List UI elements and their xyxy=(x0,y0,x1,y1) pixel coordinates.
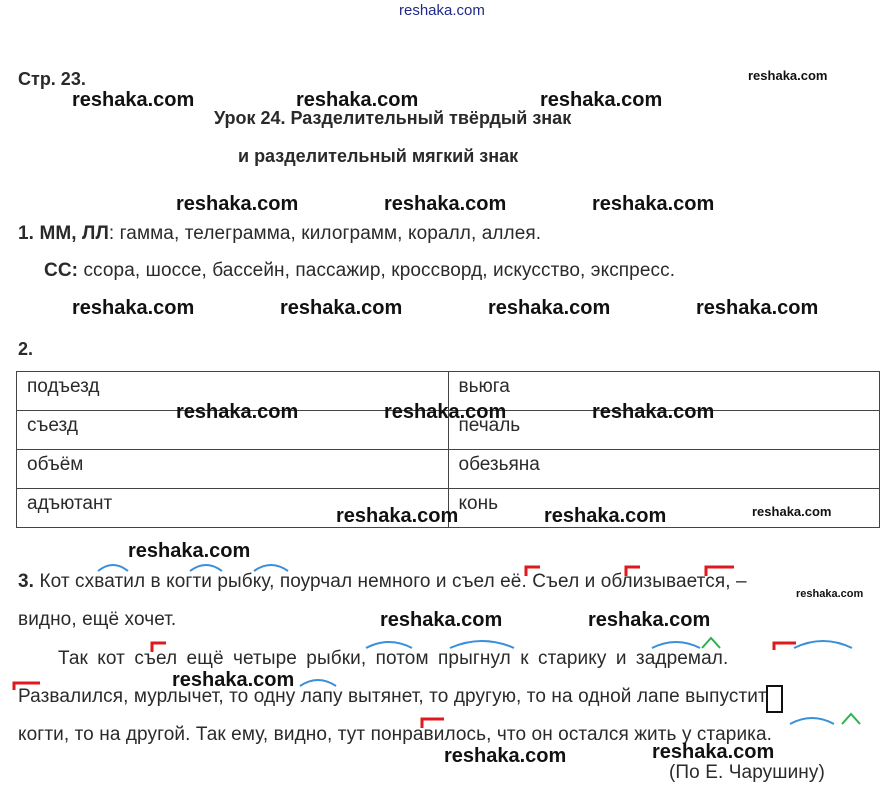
watermark: reshaka.com xyxy=(380,609,503,631)
task1-label-ss: СС: xyxy=(44,260,79,281)
table-cell: печаль xyxy=(448,411,880,450)
stress-mark xyxy=(842,714,860,724)
task2-number: 2. xyxy=(18,339,34,359)
watermark: reshaka.com xyxy=(384,401,507,423)
watermark: reshaka.com xyxy=(176,401,299,423)
page-number: Стр. 23. xyxy=(18,69,86,89)
watermark: reshaka.com xyxy=(172,669,295,691)
watermark: reshaka.com xyxy=(748,68,828,83)
table-row xyxy=(17,450,880,489)
task3-line5: когти, то на другой. Так ему, видно, тут понравилось, что он остался жить у старика. xyxy=(18,724,773,745)
table-cell: обезьяна xyxy=(448,450,880,489)
watermark: reshaka.com xyxy=(128,540,251,562)
task1-words-2: ссора, шоссе, бассейн, пассажир, кроссворд, искусство, экспресс. xyxy=(78,260,676,281)
syllable-arc xyxy=(790,718,834,724)
syllable-arc xyxy=(450,641,514,648)
watermark: reshaka.com xyxy=(544,505,667,527)
watermark: reshaka.com xyxy=(444,745,567,767)
watermark: reshaka.com xyxy=(796,588,864,600)
letter-box-mark xyxy=(767,686,782,712)
task1-label-mm-ll: ММ, ЛЛ xyxy=(39,223,109,244)
watermark: reshaka.com xyxy=(592,401,715,423)
watermark: reshaka.com xyxy=(696,297,819,319)
task3-line2: видно, ещё хочет. xyxy=(18,609,177,630)
table-cell: адъютант xyxy=(17,489,449,528)
watermark: reshaka.com xyxy=(652,741,775,763)
task1-words-1: : гамма, телеграмма, килограмм, коралл, аллея. xyxy=(108,223,542,244)
task3-text-1: Кот схватил в когти рыбку, поурчал немного и съел её. Съел и облизывается, – xyxy=(39,571,747,592)
watermark: reshaka.com xyxy=(384,193,507,215)
watermark: reshaka.com xyxy=(752,504,832,519)
task1-line2 xyxy=(44,260,675,282)
watermark: reshaka.com xyxy=(72,89,195,111)
task3-line3: Так кот съел ещё четыре рыбки, потом прыгнул к старику и задремал. xyxy=(58,648,729,669)
watermark: reshaka.com xyxy=(488,297,611,319)
watermark: reshaka.com xyxy=(540,89,663,111)
lesson-subtitle: и разделительный мягкий знак xyxy=(238,146,519,166)
task3-line4: Развалился, мурлычет, то одну лапу вытянет, то другую, то на одной лапе выпустит xyxy=(18,686,767,707)
task1-line1 xyxy=(18,223,541,245)
stress-mark xyxy=(702,638,720,648)
task1-number: 1. xyxy=(18,223,35,244)
task3-number: 3. xyxy=(18,571,35,592)
text-source: (По Е. Чарушину) xyxy=(669,762,825,783)
watermark: reshaka.com xyxy=(592,193,715,215)
separator-mark xyxy=(774,643,796,650)
watermark: reshaka.com xyxy=(280,297,403,319)
top-watermark: reshaka.com xyxy=(399,2,485,19)
lesson-title: Урок 24. Разделительный твёрдый знак xyxy=(214,108,572,128)
table-cell: конь xyxy=(448,489,880,528)
syllable-arc xyxy=(794,641,852,648)
task3-line1 xyxy=(18,571,747,593)
watermark: reshaka.com xyxy=(588,609,711,631)
watermark: reshaka.com xyxy=(336,505,459,527)
watermark: reshaka.com xyxy=(296,89,419,111)
watermark: reshaka.com xyxy=(72,297,195,319)
table-cell: объём xyxy=(17,450,449,489)
table-cell: вьюга xyxy=(448,372,880,411)
table-cell: подъезд xyxy=(17,372,449,411)
watermark: reshaka.com xyxy=(176,193,299,215)
table-cell: съезд xyxy=(17,411,449,450)
